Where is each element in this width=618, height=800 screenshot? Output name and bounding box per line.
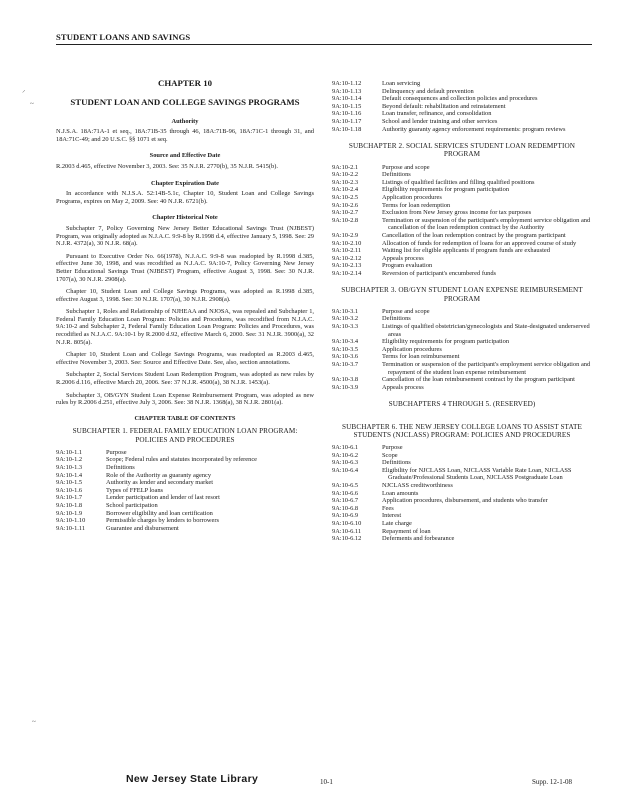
section-title: Lender participation and lender of last resort <box>106 494 220 502</box>
section-number: 9A:10-1.10 <box>56 517 86 525</box>
section-number: 9A:10-6.8 <box>332 504 359 512</box>
section-number: 9A:10-1.18 <box>332 125 362 133</box>
section-number: 9A:10-2.8 <box>332 216 359 224</box>
section-number: 9A:10-1.3 <box>56 464 83 471</box>
library-watermark: New Jersey State Library <box>126 773 259 785</box>
section-number: 9A:10-2.5 <box>332 193 359 201</box>
section-title: Purpose and scope <box>382 307 430 315</box>
left-column <box>56 80 314 532</box>
toc-entry <box>332 164 592 172</box>
section-title: Permissible charges by lenders to borrowers <box>106 517 219 525</box>
section-number: 9A:10-3.7 <box>332 361 359 369</box>
section-number: 9A:10-1.17 <box>332 117 362 125</box>
section-number: 9A:10-1.8 <box>56 501 83 509</box>
section-title: Late charge <box>382 519 412 527</box>
toc-entry <box>332 482 592 490</box>
section-number: 9A:10-6.10 <box>332 519 362 527</box>
history-paragraph: Pursuant to Executive Order No. 66(1978), N.J.A.C. 9:9-8 was readopted by R.1998 d.385, effective June 30, 1998, and was recodified as N.J.A.C. 9A:10-7, Policy Governing New Jersey Better Educational Savings Trust (NJBEST) Program, effective August 3, 1998. See: 30 N.J.R. 1707(a), 30 N.J.R. 2908(a). <box>56 252 314 283</box>
source-text: R.2003 d.465, effective November 3, 2003. See: 35 N.J.R. 2770(b), 35 N.J.R. 5415(b). <box>56 162 278 170</box>
section-number: 9A:10-6.3 <box>332 459 359 467</box>
expiration-text: In accordance with N.J.S.A. 52:14B-5.1c, Chapter 10, Student Loan and College Savings Programs, expires on May 2, 2009. See: 40 N.J.R. 6721(b). <box>56 190 314 205</box>
toc-entry <box>332 315 592 323</box>
section-number: 9A:10-2.13 <box>332 262 362 270</box>
section-title: Guarantee and disbursement <box>106 524 179 532</box>
section-number: 9A:10-6.7 <box>332 497 359 505</box>
subchapter-2-list <box>332 164 592 278</box>
section-title: Deferments and forbearance <box>382 535 455 543</box>
toc-entry <box>332 209 592 217</box>
toc-entry <box>332 118 592 126</box>
toc-entry <box>332 520 592 528</box>
toc-entry <box>332 497 592 505</box>
toc-entry <box>332 95 592 103</box>
section-number: 9A:10-6.5 <box>332 481 359 489</box>
history-paragraph: Chapter 10, Student Loan and College Savings Programs, was readopted as R.2003 d.465, effective November 3, 2003. See: Source and Effective Date. See, also, section annotations. <box>56 351 314 366</box>
section-title: Appeals process <box>382 383 424 391</box>
margin-mark: ~ <box>30 100 34 108</box>
section-number: 9A:10-2.12 <box>332 254 362 262</box>
section-number: 9A:10-2.7 <box>332 209 359 217</box>
section-number: 9A:10-3.8 <box>332 376 359 384</box>
section-title: Eligibility requirements for program participation <box>382 338 510 346</box>
section-title: Exclusion from New Jersey gross income for tax purposes <box>382 209 532 217</box>
toc-entry <box>332 240 592 248</box>
subchapter-1-heading: SUBCHAPTER 1. FEDERAL FAMILY EDUCATION LOAN PROGRAM: POLICIES AND PROCEDURES <box>72 427 298 444</box>
section-title: Definitions <box>382 171 411 179</box>
section-title: Delinquency and default prevention <box>382 87 474 95</box>
toc-entry <box>332 262 592 270</box>
toc-entry <box>332 80 592 88</box>
toc-entry <box>332 247 592 255</box>
toc-entry <box>332 270 592 278</box>
source-heading: Source and Effective Date <box>149 152 221 160</box>
section-number: 9A:10-1.11 <box>56 524 86 532</box>
section-title: NJCLASS creditworthiness <box>382 481 453 489</box>
margin-mark: ~ <box>32 718 36 726</box>
section-number: 9A:10-6.6 <box>332 489 359 497</box>
section-number: 9A:10-3.4 <box>332 338 359 346</box>
subchapter-3-heading: SUBCHAPTER 3. OB/GYN STUDENT LOAN EXPENSE REIMBURSEMENT PROGRAM <box>341 286 583 303</box>
section-title: Role of the Authority as guaranty agency <box>106 471 212 479</box>
section-number: 9A:10-6.9 <box>332 512 359 520</box>
section-number: 9A:10-1.13 <box>332 87 362 95</box>
running-header: STUDENT LOANS AND SAVINGS <box>56 32 191 42</box>
toc-entry <box>332 232 592 240</box>
toc-entry <box>56 479 314 487</box>
toc-entry <box>332 323 592 338</box>
section-number: 9A:10-3.5 <box>332 345 359 353</box>
toc-entry <box>332 512 592 520</box>
section-title: Listings of qualified obstetrician/gynecologists and State-designated underserved areas <box>382 323 590 338</box>
section-title: Default consequences and collection policies and procedures <box>382 95 538 103</box>
toc-entry <box>332 444 592 452</box>
history-paragraph: Subchapter 7, Policy Governing New Jersey Better Educational Savings Trust (NJBEST) Program, was originally adopted as N.J.A.C. 9:9-8 by R.1998 d.4, effective January 5, 1998. See: 29 N.J.R. 4372(a), 30 N.J.R. 68(a). <box>56 224 314 248</box>
section-title: Definitions <box>382 315 411 323</box>
section-title: Eligibility for NJCLASS Loan, NJCLASS Variable Rate Loan, NJCLASS Graduate/Professional Students Loan, NJCLASS Postgraduate Loan <box>382 466 572 482</box>
section-number: 9A:10-1.2 <box>56 456 83 464</box>
section-title: Loan transfer, refinance, and consolidation <box>382 110 492 118</box>
section-title: Beyond default: rehabilitation and reinstatement <box>382 102 506 110</box>
toc-entry <box>332 110 592 118</box>
toc-entry <box>56 449 314 457</box>
section-number: 9A:10-1.6 <box>56 486 83 494</box>
section-title: Purpose and scope <box>382 163 430 171</box>
toc-entry <box>332 376 592 384</box>
section-number: 9A:10-1.1 <box>56 448 83 456</box>
section-title: Purpose <box>106 448 127 456</box>
page-number: 10-1 <box>320 778 333 786</box>
section-number: 9A:10-6.12 <box>332 535 362 543</box>
subchapter-1-list-continued <box>332 80 592 133</box>
margin-mark: ⸝ <box>22 86 26 94</box>
header-rule <box>56 44 592 45</box>
history-paragraph: Chapter 10, Student Loan and College Savings Programs, was adopted as R.1998 d.385, effective August 3, 1998. See: 30 N.J.R. 1707(a), 30 N.J.R. 2908(a). <box>56 288 314 303</box>
section-number: 9A:10-1.14 <box>332 95 362 103</box>
section-title: Scope; Federal rules and statutes incorporated by reference <box>106 456 258 464</box>
section-title: Application procedures <box>382 193 442 201</box>
section-title: Fees <box>382 504 394 512</box>
supplement-date: Supp. 12-1-08 <box>532 778 573 786</box>
subchapter-3-list <box>332 308 592 392</box>
toc-entry <box>332 384 592 392</box>
section-number: 9A:10-1.9 <box>56 509 83 517</box>
section-number: 9A:10-1.4 <box>56 471 83 479</box>
toc-entry <box>56 456 314 464</box>
authority-heading: Authority <box>171 117 199 125</box>
toc-entry <box>56 487 314 495</box>
section-number: 9A:10-2.9 <box>332 231 359 239</box>
toc-entry <box>332 505 592 513</box>
section-number: 9A:10-2.6 <box>332 201 359 209</box>
toc-entry <box>56 464 314 472</box>
toc-entry <box>56 502 314 510</box>
section-number: 9A:10-1.7 <box>56 494 83 502</box>
section-title: Reversion of participant's encumbered funds <box>382 269 497 277</box>
toc-entry <box>56 510 314 518</box>
section-number: 9A:10-2.2 <box>332 171 359 179</box>
toc-entry <box>332 490 592 498</box>
section-title: Authority as lender and secondary market <box>106 479 214 487</box>
toc-entry <box>332 255 592 263</box>
section-number: 9A:10-1.15 <box>332 102 362 110</box>
section-title: Allocation of funds for redemption of loans for an approved course of study <box>382 239 577 247</box>
toc-entry <box>332 179 592 187</box>
section-title: Authority guaranty agency enforcement requirements: program reviews <box>382 125 566 133</box>
section-title: Application procedures <box>382 345 442 353</box>
toc-entry <box>332 361 592 376</box>
section-number: 9A:10-3.6 <box>332 353 359 361</box>
history-paragraph: Subchapter 2, Social Services Student Loan Redemption Program, was adopted as new rules by R.2006 d.116, effective March 20, 2006. See: 37 N.J.R. 4500(a), 38 N.J.R. 1453(a). <box>56 371 314 387</box>
toc-entry <box>332 452 592 460</box>
toc-entry <box>332 338 592 346</box>
toc-entry <box>332 535 592 543</box>
section-number: 9A:10-1.5 <box>56 479 83 487</box>
section-title: Termination or suspension of the participant's employment service obligation and repayment of the student loan expense reimbursement <box>382 361 591 376</box>
toc-entry <box>332 467 592 482</box>
section-title: Application procedures, disbursement, and students who transfer <box>382 497 548 505</box>
toc-entry <box>332 217 592 232</box>
section-title: School and lender training and other services <box>382 117 498 125</box>
section-title: Definitions <box>382 459 411 467</box>
section-number: 9A:10-2.4 <box>332 186 359 194</box>
section-number: 9A:10-3.2 <box>332 315 359 323</box>
section-title: Borrower eligibility and loan certification <box>106 509 213 517</box>
section-number: 9A:10-2.10 <box>332 239 362 247</box>
toc-entry <box>56 494 314 502</box>
section-number: 9A:10-1.16 <box>332 110 362 118</box>
toc-entry <box>332 346 592 354</box>
section-title: Appeals process <box>382 254 424 262</box>
section-title: Repayment of loan <box>382 527 431 535</box>
toc-entry <box>332 186 592 194</box>
section-title: Program evaluation <box>382 262 433 270</box>
subchapter-1-list <box>56 449 314 533</box>
toc-entry <box>332 308 592 316</box>
section-number: 9A:10-6.11 <box>332 527 362 535</box>
toc-entry <box>332 353 592 361</box>
toc-entry <box>332 459 592 467</box>
section-number: 9A:10-2.3 <box>332 178 359 186</box>
subchapter-2-heading: SUBCHAPTER 2. SOCIAL SERVICES STUDENT LOAN REDEMPTION PROGRAM <box>348 142 576 159</box>
right-column <box>332 80 592 543</box>
subchapter-6-list <box>332 444 592 543</box>
section-title: School participation <box>106 501 158 509</box>
subchapters-4-5-heading: SUBCHAPTERS 4 THROUGH 5. (RESERVED) <box>388 400 536 409</box>
section-title: Definitions <box>106 464 135 471</box>
history-heading: Chapter Historical Note <box>152 214 218 222</box>
section-number: 9A:10-6.4 <box>332 466 359 474</box>
toc-entry <box>332 103 592 111</box>
expiration-heading: Chapter Expiration Date <box>150 179 220 187</box>
section-number: 9A:10-6.2 <box>332 451 359 459</box>
toc-heading: CHAPTER TABLE OF CONTENTS <box>134 414 236 422</box>
section-title: Listings of qualified facilities and filling qualified positions <box>382 178 535 186</box>
section-title: Termination or suspension of the participant's employment service obligation and cancellation of the loan redemption contract by the Authority <box>382 216 591 232</box>
section-title: Scope <box>382 451 398 459</box>
toc-entry <box>332 528 592 536</box>
history-paragraph: Subchapter 3, OB/GYN Student Loan Expense Reimbursement Program, was adopted as new rules by R.2006 d.251, effective July 3, 2006. See: 38 N.J.R. 1368(a), 38 N.J.R. 2801(a). <box>56 391 314 407</box>
section-number: 9A:10-2.1 <box>332 163 359 171</box>
toc-entry <box>56 472 314 480</box>
section-title: Interest <box>382 512 402 520</box>
subchapter-6-heading: SUBCHAPTER 6. THE NEW JERSEY COLLEGE LOANS TO ASSIST STATE STUDENTS (NJCLASS) PROGRAM: POLICIES AND PROCEDURES <box>342 422 582 439</box>
toc-entry <box>332 202 592 210</box>
section-title: Terms for loan redemption <box>382 201 451 209</box>
history-paragraph: Subchapter 1, Roles and Relationship of NJHEAA and NJOSA, was repealed and Subchapter 1, Federal Family Education Loan Program: Policies and Procedures, was recodified from N.J.A.C. 9A:10-2 and Subchapter 2, Federal Family Education Loan Program: Policies and Procedures, was recodified as N.J.A.C. 9A:10-1 by R.2000 d.92, effective March 6, 2000. See: 31 N.J.R. 3900(a), 32 N.J.R. 805(a). <box>56 308 314 346</box>
toc-entry <box>332 88 592 96</box>
section-number: 9A:10-2.14 <box>332 269 362 277</box>
section-number: 9A:10-3.9 <box>332 383 359 391</box>
section-title: Cancellation of the loan redemption contract by the program participant <box>382 231 566 239</box>
section-number: 9A:10-3.1 <box>332 307 359 315</box>
section-title: Purpose <box>382 444 403 452</box>
chapter-title: STUDENT LOAN AND COLLEGE SAVINGS PROGRAMS <box>70 96 300 107</box>
section-title: Cancellation of the loan reimbursement contract by the program participant <box>382 376 575 384</box>
section-number: 9A:10-2.11 <box>332 247 362 255</box>
toc-entry <box>56 517 314 525</box>
section-title: Loan amounts <box>382 489 419 497</box>
section-title: Eligibility requirements for program participation <box>382 186 510 194</box>
section-title: Types of FFELP loans <box>106 486 164 494</box>
section-number: 9A:10-6.1 <box>332 444 359 452</box>
toc-entry <box>332 194 592 202</box>
section-title: Waiting list for eligible applicants if program funds are exhausted <box>382 247 550 255</box>
toc-entry <box>332 126 592 134</box>
chapter-number: CHAPTER 10 <box>157 78 212 88</box>
section-number: 9A:10-3.3 <box>332 323 359 331</box>
authority-text: N.J.S.A. 18A:71A-1 et seq., 18A:71B-35 through 46, 18A:71B-96, 18A:71C-1 through 31, and 18A:71C-49; and 20 U.S.C. §§ 1071 et seq. <box>56 128 314 143</box>
toc-entry <box>56 525 314 533</box>
section-title: Terms for loan reimbursement <box>382 353 460 361</box>
section-number: 9A:10-1.12 <box>332 80 362 87</box>
section-title: Loan servicing <box>382 80 421 87</box>
toc-entry <box>332 171 592 179</box>
